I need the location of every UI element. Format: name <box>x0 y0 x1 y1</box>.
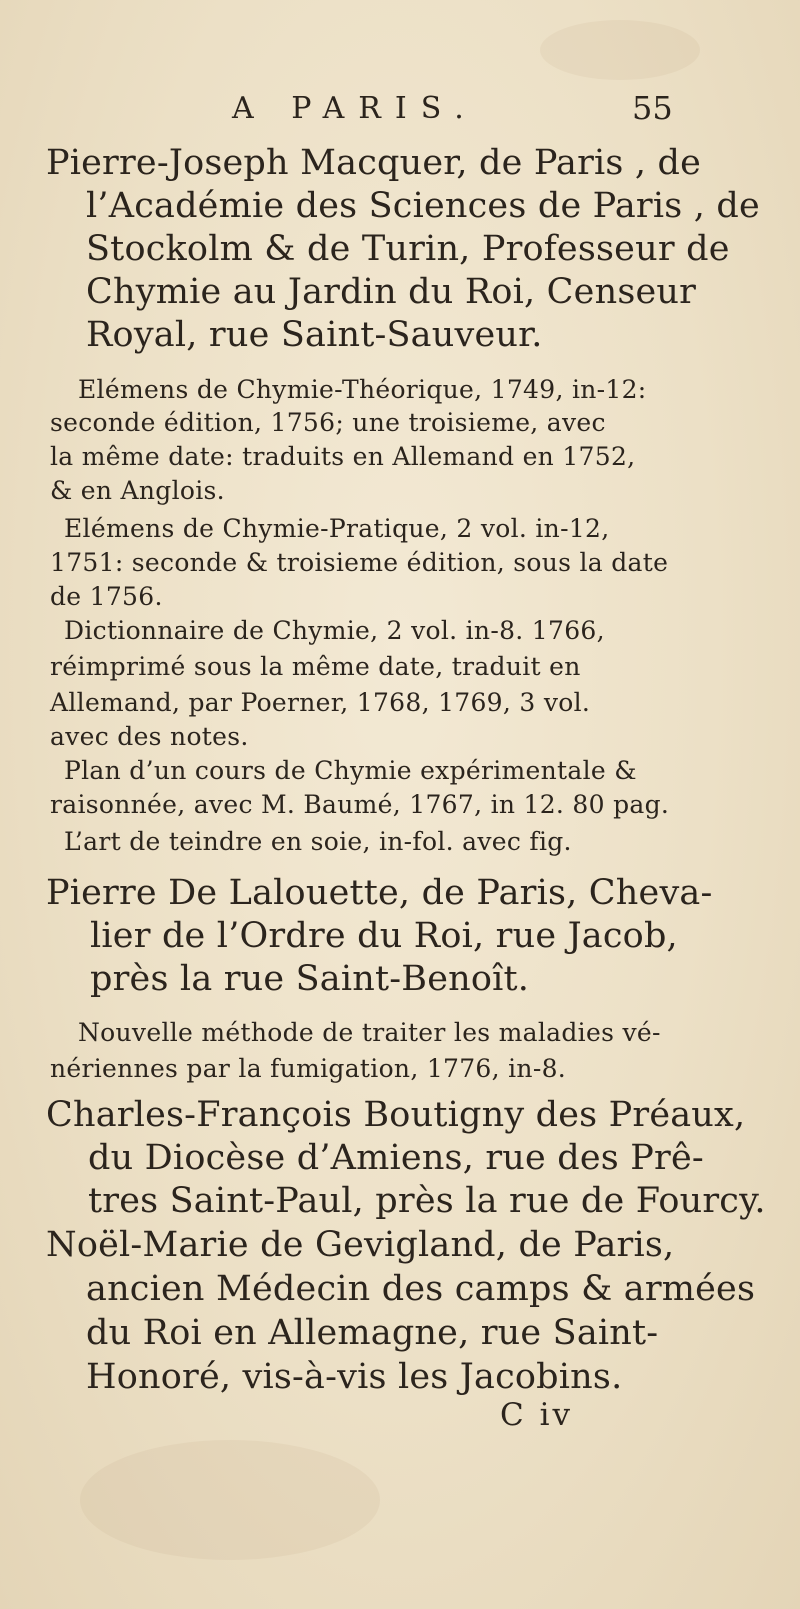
work-line: & en Anglois. <box>50 476 225 505</box>
entry-line: l’Académie des Sciences de Paris , de <box>86 186 760 226</box>
work-line: L’art de teindre en soie, in-fol. avec fig. <box>64 827 572 856</box>
entry-line: du Roi en Allemagne, rue Saint- <box>86 1313 659 1353</box>
running-title: A PARIS. <box>232 91 478 126</box>
signature-mark: C iv <box>500 1397 574 1433</box>
entry-line: tres Saint-Paul, près la rue de Fourcy. <box>88 1181 766 1221</box>
work-line: Elémens de Chymie-Théorique, 1749, in-12: <box>78 375 647 404</box>
work-line: seconde édition, 1756; une troisieme, avec <box>50 408 606 437</box>
work-line: Dictionnaire de Chymie, 2 vol. in-8. 1766, <box>64 616 605 645</box>
work-line: raisonnée, avec M. Baumé, 1767, in 12. 80 pag. <box>50 790 670 819</box>
entry-line: Pierre De Lalouette, de Paris, Cheva- <box>46 873 713 913</box>
entry-line: lier de l’Ordre du Roi, rue Jacob, <box>90 916 678 956</box>
work-line: la même date: traduits en Allemand en 1752, <box>50 442 636 471</box>
work-line: Nouvelle méthode de traiter les maladies vé- <box>78 1018 661 1047</box>
entry-line: Pierre-Joseph Macquer, de Paris , de <box>46 143 702 183</box>
work-line: Plan d’un cours de Chymie expérimentale & <box>64 756 637 785</box>
paper-stain <box>540 20 700 80</box>
entry-line: Noël-Marie de Gevigland, de Paris, <box>46 1225 675 1265</box>
work-line: réimprimé sous la même date, traduit en <box>50 652 581 681</box>
work-line: Elémens de Chymie-Pratique, 2 vol. in-12, <box>64 514 610 543</box>
entry-line: Honoré, vis-à-vis les Jacobins. <box>86 1357 623 1397</box>
work-line: de 1756. <box>50 582 163 611</box>
entry-line: ancien Médecin des camps & armées <box>86 1269 756 1309</box>
work-line: avec des notes. <box>50 722 249 751</box>
page-number: 55 <box>632 89 673 127</box>
entry-line: Charles-François Boutigny des Préaux, <box>46 1095 746 1135</box>
entry-line: du Diocèse d’Amiens, rue des Prê- <box>88 1138 704 1178</box>
entry-line: Royal, rue Saint-Sauveur. <box>86 315 543 355</box>
entry-line: Stockolm & de Turin, Professeur de <box>86 229 730 269</box>
entry-line: Chymie au Jardin du Roi, Censeur <box>86 272 697 312</box>
work-line: nériennes par la fumigation, 1776, in-8. <box>50 1054 567 1083</box>
work-line: Allemand, par Poerner, 1768, 1769, 3 vol. <box>50 688 591 717</box>
entry-line: près la rue Saint-Benoît. <box>90 959 530 999</box>
paper-stain <box>80 1440 380 1560</box>
work-line: 1751: seconde & troisieme édition, sous la date <box>50 548 669 577</box>
